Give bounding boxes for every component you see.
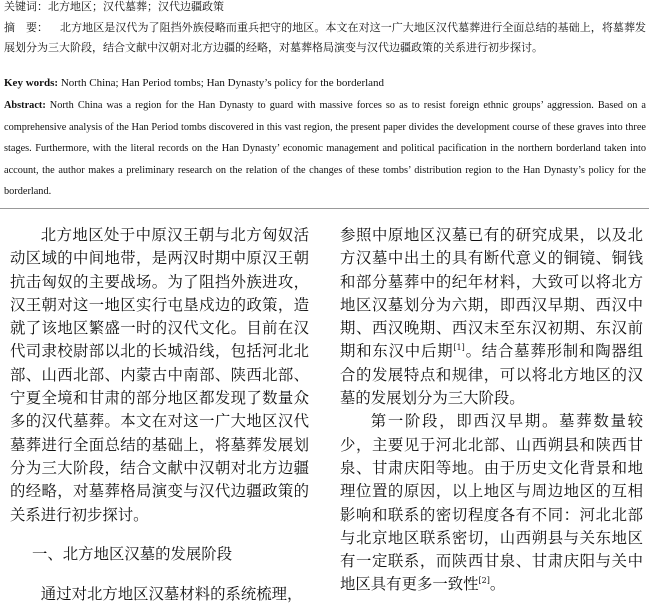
right-column bbox=[340, 224, 643, 597]
abstract-en-text: North China was a region for the Han Dynasty to guard with massive forces so as to resist foreign ethnic groups’ aggression. Based on a comprehensive analysis of the Han Period tombs discovered in this vast region, the present paper divides the development course of these graves into three stages. Furthermore, with the literal records on the Han Dynasty’ economic management and political pacification in the northern borderland taken into account, the author makes a preliminary research on the relation of the changes of these tombs’ distribution region to the Han Dynasty’s policy for the borderland. bbox=[4, 100, 646, 197]
section-first-paragraph: 通过对北方地区汉墓材料的系统梳理， bbox=[40, 585, 303, 604]
header-divider bbox=[0, 208, 649, 209]
abstract-en bbox=[4, 95, 646, 203]
left-column bbox=[10, 224, 309, 606]
continued-paragraph-tail: 。结合墓葬形制和陶器组合的发展特点和规律，可以将北方地区的汉墓的发展划分为三大阶段。 bbox=[340, 342, 643, 408]
continued-paragraph bbox=[340, 224, 643, 410]
stage-one-tail: 。 bbox=[489, 575, 506, 594]
keywords-en-label: Key words: bbox=[4, 77, 59, 89]
reference-marker-2[interactable]: [2] bbox=[478, 576, 490, 586]
stage-one-paragraph bbox=[340, 410, 643, 596]
abstract-cn bbox=[4, 18, 646, 57]
keywords-cn: 关键词：北方地区；汉代墓葬；汉代边疆政策 bbox=[4, 0, 224, 13]
stage-one-text: 第一阶段，即西汉早期。墓葬数量较少，主要见于河北北部、山西朔县和陕西甘泉、甘肃庆阳等地。由于历史文化背景和地理位置的原因，以上地区与周边地区的互相影响和联系的密切程度各有不同：河北北部与北京地区联系密切，山西朔县与关东地区有一定联系，而陕西甘泉、甘肃庆阳与关中地区具有更多一致性 bbox=[340, 412, 643, 594]
continued-paragraph-text: 参照中原地区汉墓已有的研究成果，以及北方汉墓中出土的具有断代意义的铜镜、铜钱和部分墓葬中的纪年材料，大致可以将北方地区汉墓划分为六期，即西汉早期、西汉中期、西汉晚期、西汉末至东汉初期、东汉前期和东汉中后期 bbox=[340, 226, 643, 361]
keywords-en-text: North China; Han Period tombs; Han Dynasty’s policy for the borderland bbox=[58, 77, 385, 89]
abstract-cn-label: 摘 要： bbox=[4, 21, 48, 34]
section-heading: 一、北方地区汉墓的发展阶段 bbox=[32, 544, 233, 563]
reference-marker-1[interactable]: [1] bbox=[453, 343, 465, 353]
intro-paragraph: 北方地区处于中原汉王朝与北方匈奴活动区域的中间地带，是两汉时期中原汉王朝抗击匈奴的主要战场。为了阻挡外族进攻，汉王朝对这一地区实行屯垦戍边的政策，造就了该地区繁盛一时的汉代文化。目前在汉代司隶校尉部以北的长城沿线，包括河北北部、山西北部、内蒙古中南部、陕西北部、宁夏全境和甘肃的部分地区都发现了数量众多的汉代墓葬。本文在对这一广大地区汉代墓葬进行全面总结的基础上，将墓葬发展划分为三大阶段，结合文献中汉朝对北方边疆的经略，对墓葬格局演变与汉代边疆政策的关系进行初步探讨。 bbox=[10, 226, 309, 524]
abstract-cn-text: 北方地区是汉代为了阻挡外族侵略而重兵把守的地区。本文在对这一广大地区汉代墓葬进行全面总结的基础上，将墓葬发展划分为三大阶段，结合文献中汉朝对北方边疆的经略，对墓葬格局演变与汉代边疆政策的关系进行初步探讨。 bbox=[4, 21, 646, 54]
abstract-en-label: Abstract: bbox=[4, 100, 46, 111]
keywords-en bbox=[4, 74, 384, 92]
